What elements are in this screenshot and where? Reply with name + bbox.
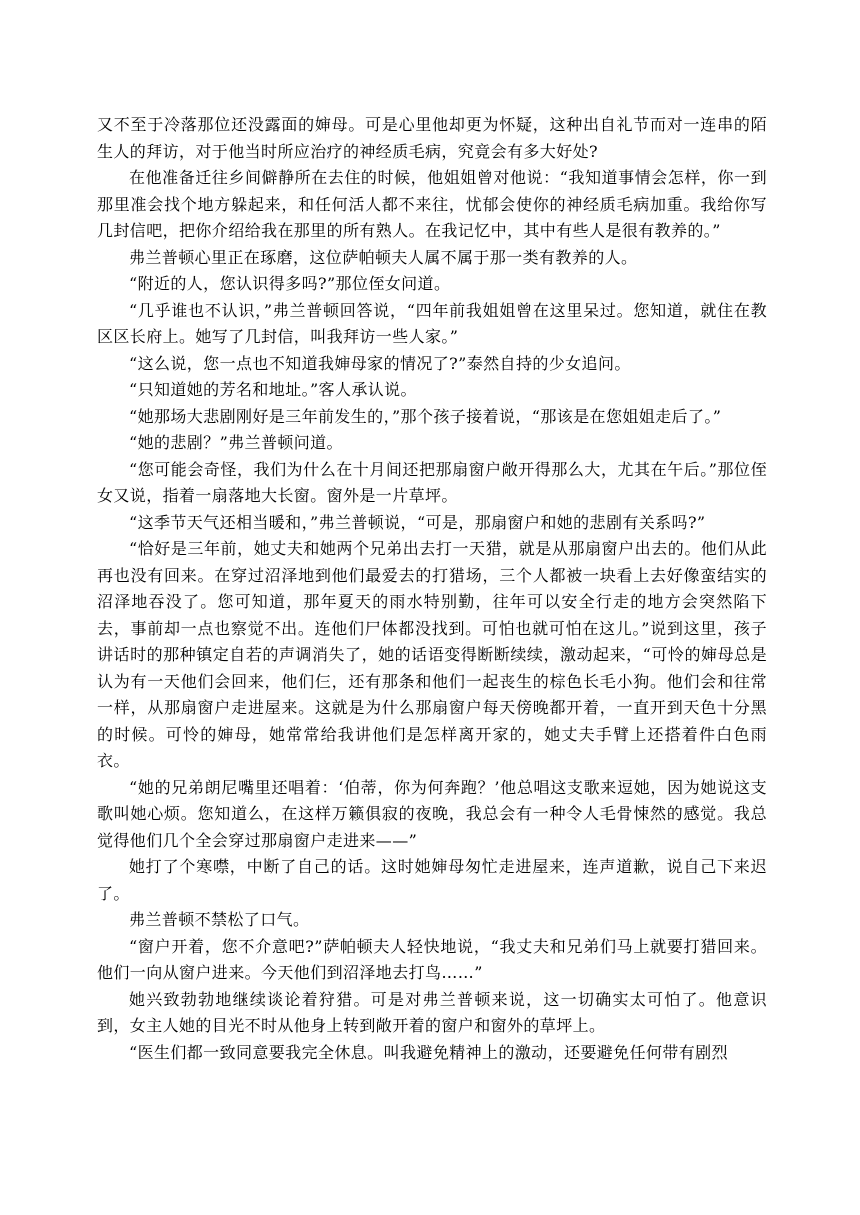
paragraph: 又不至于冷落那位还没露面的婶母。可是心里他却更为怀疑，这种出自礼节而对一连串的陌生人的拜访，对于他当时所应治疗的神经质毛病，究竟会有多大好处?	[97, 115, 767, 161]
paragraph: “这季节天气还相当暖和，”弗兰普顿说，“可是，那扇窗户和她的悲剧有关系吗?”	[129, 512, 706, 532]
paragraph: 她兴致勃勃地继续谈论着狩猎。可是对弗兰普顿来说，这一切确实太可怕了。他意识到，女主人她的目光不时从他身上转到敞开着的窗户和窗外的草坪上。	[97, 989, 767, 1035]
paragraph: “她那场大悲剧刚好是三年前发生的，”那个孩子接着说，“那该是在您姐姐走后了。”	[129, 406, 722, 426]
paragraph: 弗兰普顿心里正在琢磨，这位萨帕顿夫人属不属于那一类有教养的人。	[129, 247, 638, 267]
paragraph: 弗兰普顿不禁松了口气。	[129, 910, 310, 929]
paragraph: “只知道她的芳名和地址。”客人承认说。	[129, 380, 417, 399]
paragraph: “您可能会奇怪，我们为什么在十月间还把那扇窗户敞开得那么大，尤其在午后。”那位侄女又说，指着一扇落地大长窗。窗外是一片草坪。	[97, 459, 767, 505]
paragraph: “这么说，您一点也不知道我婶母家的情况了?”泰然自持的少女追问。	[129, 353, 631, 373]
document-page	[97, 112, 767, 1066]
paragraph: “附近的人，您认识得多吗?”那位侄女问道。	[129, 274, 451, 293]
paragraph: “她的兄弟朗尼嘴里还唱着：‘伯蒂，你为何奔跑？’他总唱这支歌来逗她，因为她说这支歌叫她心烦。您知道么，在这样万籁俱寂的夜晚，我总会有一种令人毛骨悚然的感觉。我总觉得他们几个全会穿过那扇窗户走进来——”	[97, 777, 767, 850]
paragraph: “她的悲剧？”弗兰普顿问道。	[129, 433, 343, 452]
paragraph: “恰好是三年前，她丈夫和她两个兄弟出去打一天猎，就是从那扇窗户出去的。他们从此再也没有回来。在穿过沼泽地到他们最爱去的打猎场，三个人都被一块看上去好像蛮结实的沼泽地吞没了。您可知道，那年夏天的雨水特别勤，往年可以安全行走的地方会突然陷下去，事前却一点也察觉不出。连他们尸体都没找到。可怕也就可怕在这儿。”说到这里，孩子讲话时的那种镇定自若的声调消失了，她的话语变得断断续续，激动起来，“可怜的婶母总是认为有一天他们会回来，他们仨，还有那条和他们一起丧生的棕色长毛小狗。他们会和往常一样，从那扇窗户走进屋来。这就是为什么那扇窗户每天傍晚都开着，一直开到天色十分黑的时候。可怜的婶母，她常常给我讲他们是怎样离开家的，她丈夫手臂上还搭着件白色雨衣。	[97, 539, 767, 770]
paragraph: 她打了个寒噤，中断了自己的话。这时她婶母匆忙走进屋来，连声道歉，说自己下来迟了。	[97, 857, 767, 903]
paragraph: 在他准备迁往乡间僻静所在去住的时候，他姐姐曾对他说：“我知道事情会怎样，你一到那里准会找个地方躲起来，和任何活人都不来往，忧郁会使你的神经质毛病加重。我给你写几封信吧，把你介绍给我在那里的所有熟人。在我记忆中，其中有些人是很有教养的。”	[97, 168, 767, 240]
paragraph: “窗户开着，您不介意吧?”萨帕顿夫人轻快地说，“我丈夫和兄弟们马上就要打猎回来。他们一向从窗户进来。今天他们到沼泽地去打鸟……”	[97, 936, 767, 982]
paragraph: “医生们都一致同意要我完全休息。叫我避免精神上的激动，还要避免任何带有剧烈	[129, 1042, 728, 1062]
paragraph: “几乎谁也不认识，”弗兰普顿回答说，“四年前我姐姐曾在这里呆过。您知道，就住在教区区长府上。她写了几封信，叫我拜访一些人家。”	[97, 300, 767, 346]
